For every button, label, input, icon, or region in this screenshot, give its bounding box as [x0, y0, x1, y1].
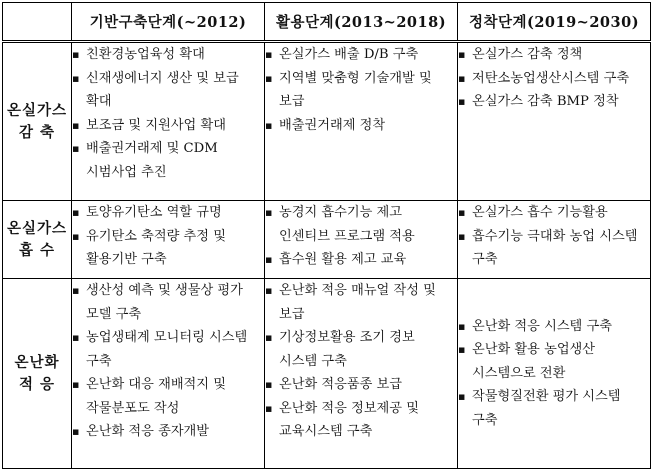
list-item: ▪ 온난화 대응 재배적지 및 작물분포도 작성 [72, 373, 264, 420]
corner-header [3, 3, 72, 42]
cell-adaptation-settlement [458, 279, 651, 469]
strategy-table [2, 2, 651, 469]
bullet-icon: ▪ [72, 229, 80, 243]
bullet-icon: ▪ [265, 118, 273, 132]
bullet-icon: ▪ [72, 425, 80, 438]
list-item: ▪ 온난화 활용 농업생산 시스템으로 전환 [458, 338, 650, 385]
cell-adaptation-utilization [265, 279, 458, 469]
bullet-icon: ▪ [265, 401, 273, 415]
table-row [3, 42, 651, 201]
bullet-icon: ▪ [265, 378, 273, 391]
bullet-icon: ▪ [265, 331, 273, 344]
bullet-icon: ▪ [265, 253, 273, 266]
row-header-line: 적 응 [18, 375, 56, 393]
list-item: ▪ 토양유기탄소 역할 규명 [72, 201, 264, 225]
row-header-line: 감 축 [18, 123, 56, 141]
cell-absorption-foundation [72, 201, 265, 279]
list-item: ▪ 흡수원 활용 제고 교육 [265, 248, 457, 272]
bullet-icon: ▪ [72, 284, 80, 297]
header-phase-utilization: 활용단계(2013~2018) [265, 3, 458, 42]
list-item: ▪ 온난화 적응품종 보급 [265, 373, 457, 397]
cell-reduction-utilization [265, 42, 458, 201]
list-item: ▪ 온난화 적응 정보제공 및 교육시스템 구축 [265, 397, 457, 444]
row-header-absorption [3, 201, 72, 279]
list-item: ▪ 온실가스 흡수 기능활용 [458, 201, 650, 225]
bullet-icon: ▪ [72, 142, 80, 155]
row-header-line: 흡 수 [18, 241, 56, 259]
list-item: ▪ 작물형질전환 평가 시스템 구축 [458, 385, 650, 432]
list-item: ▪ 지역별 맞춤형 기술개발 및 보급 [265, 67, 457, 114]
list-item: ▪ 저탄소농업생산시스템 구축 [458, 67, 650, 91]
list-item: ▪ 기상정보활용 조기 경보 시스템 구축 [265, 326, 457, 373]
bullet-icon: ▪ [265, 284, 273, 297]
list-item: ▪ 온난화 적응 매뉴얼 작성 및 보급 [265, 279, 457, 326]
list-item: ▪ 온실가스 감축 BMP 정착 [458, 90, 650, 114]
list-item: ▪ 보조금 및 지원사업 확대 [72, 114, 264, 138]
header-row [3, 3, 651, 42]
cell-reduction-settlement [458, 42, 651, 201]
bullet-icon: ▪ [265, 48, 273, 61]
list-item: ▪ 농경지 흡수기능 제고 인센티브 프로그램 적용 [265, 201, 457, 248]
bullet-icon: ▪ [458, 206, 466, 219]
list-item: ▪ 배출권거래제 정착 [265, 114, 457, 138]
cell-adaptation-foundation [72, 279, 265, 469]
list-item: ▪ 온난화 적응 시스템 구축 [458, 315, 650, 339]
row-header-line: 온실가스 [6, 101, 68, 119]
bullet-icon: ▪ [458, 229, 466, 243]
cell-absorption-settlement [458, 201, 651, 279]
list-item: ▪ 배출권거래제 및 CDM 시범사업 추진 [72, 137, 264, 184]
row-header-line: 온실가스 [6, 219, 68, 237]
bullet-icon: ▪ [72, 331, 80, 344]
bullet-icon: ▪ [72, 206, 80, 219]
list-item: ▪ 유기탄소 축적량 추정 및 활용기반 구축 [72, 225, 264, 272]
header-phase-foundation: 기반구축단계(~2012) [72, 3, 265, 42]
cell-absorption-utilization [265, 201, 458, 279]
row-header-reduction [3, 42, 72, 201]
bullet-icon: ▪ [265, 206, 273, 219]
list-item: ▪ 온실가스 감축 정책 [458, 43, 650, 67]
header-phase-settlement: 정착단계(2019~2030) [458, 3, 651, 42]
bullet-icon: ▪ [458, 95, 466, 108]
row-header-adaptation [3, 279, 72, 469]
table-row [3, 201, 651, 279]
table-row [3, 279, 651, 469]
cell-reduction-foundation [72, 42, 265, 201]
list-item: ▪ 온난화 적응 종자개발 [72, 420, 264, 444]
list-item: ▪ 온실가스 배출 D/B 구축 [265, 43, 457, 67]
list-item: ▪ 농업생태계 모니터링 시스템 구축 [72, 326, 264, 373]
row-header-line: 온난화 [14, 353, 60, 371]
list-item: ▪ 생산성 예측 및 생물상 평가 모델 구축 [72, 279, 264, 326]
bullet-icon: ▪ [72, 118, 80, 132]
bullet-icon: ▪ [458, 390, 466, 404]
bullet-icon: ▪ [72, 71, 80, 85]
bullet-icon: ▪ [458, 48, 466, 61]
bullet-icon: ▪ [72, 378, 80, 391]
bullet-icon: ▪ [265, 71, 273, 85]
list-item: ▪ 신재생에너지 생산 및 보급 확대 [72, 67, 264, 114]
bullet-icon: ▪ [458, 343, 466, 357]
bullet-icon: ▪ [458, 71, 466, 85]
list-item: ▪ 흡수기능 극대화 농업 시스템 구축 [458, 225, 650, 272]
bullet-icon: ▪ [72, 48, 80, 61]
bullet-icon: ▪ [458, 319, 466, 333]
list-item: ▪ 친환경농업육성 확대 [72, 43, 264, 67]
